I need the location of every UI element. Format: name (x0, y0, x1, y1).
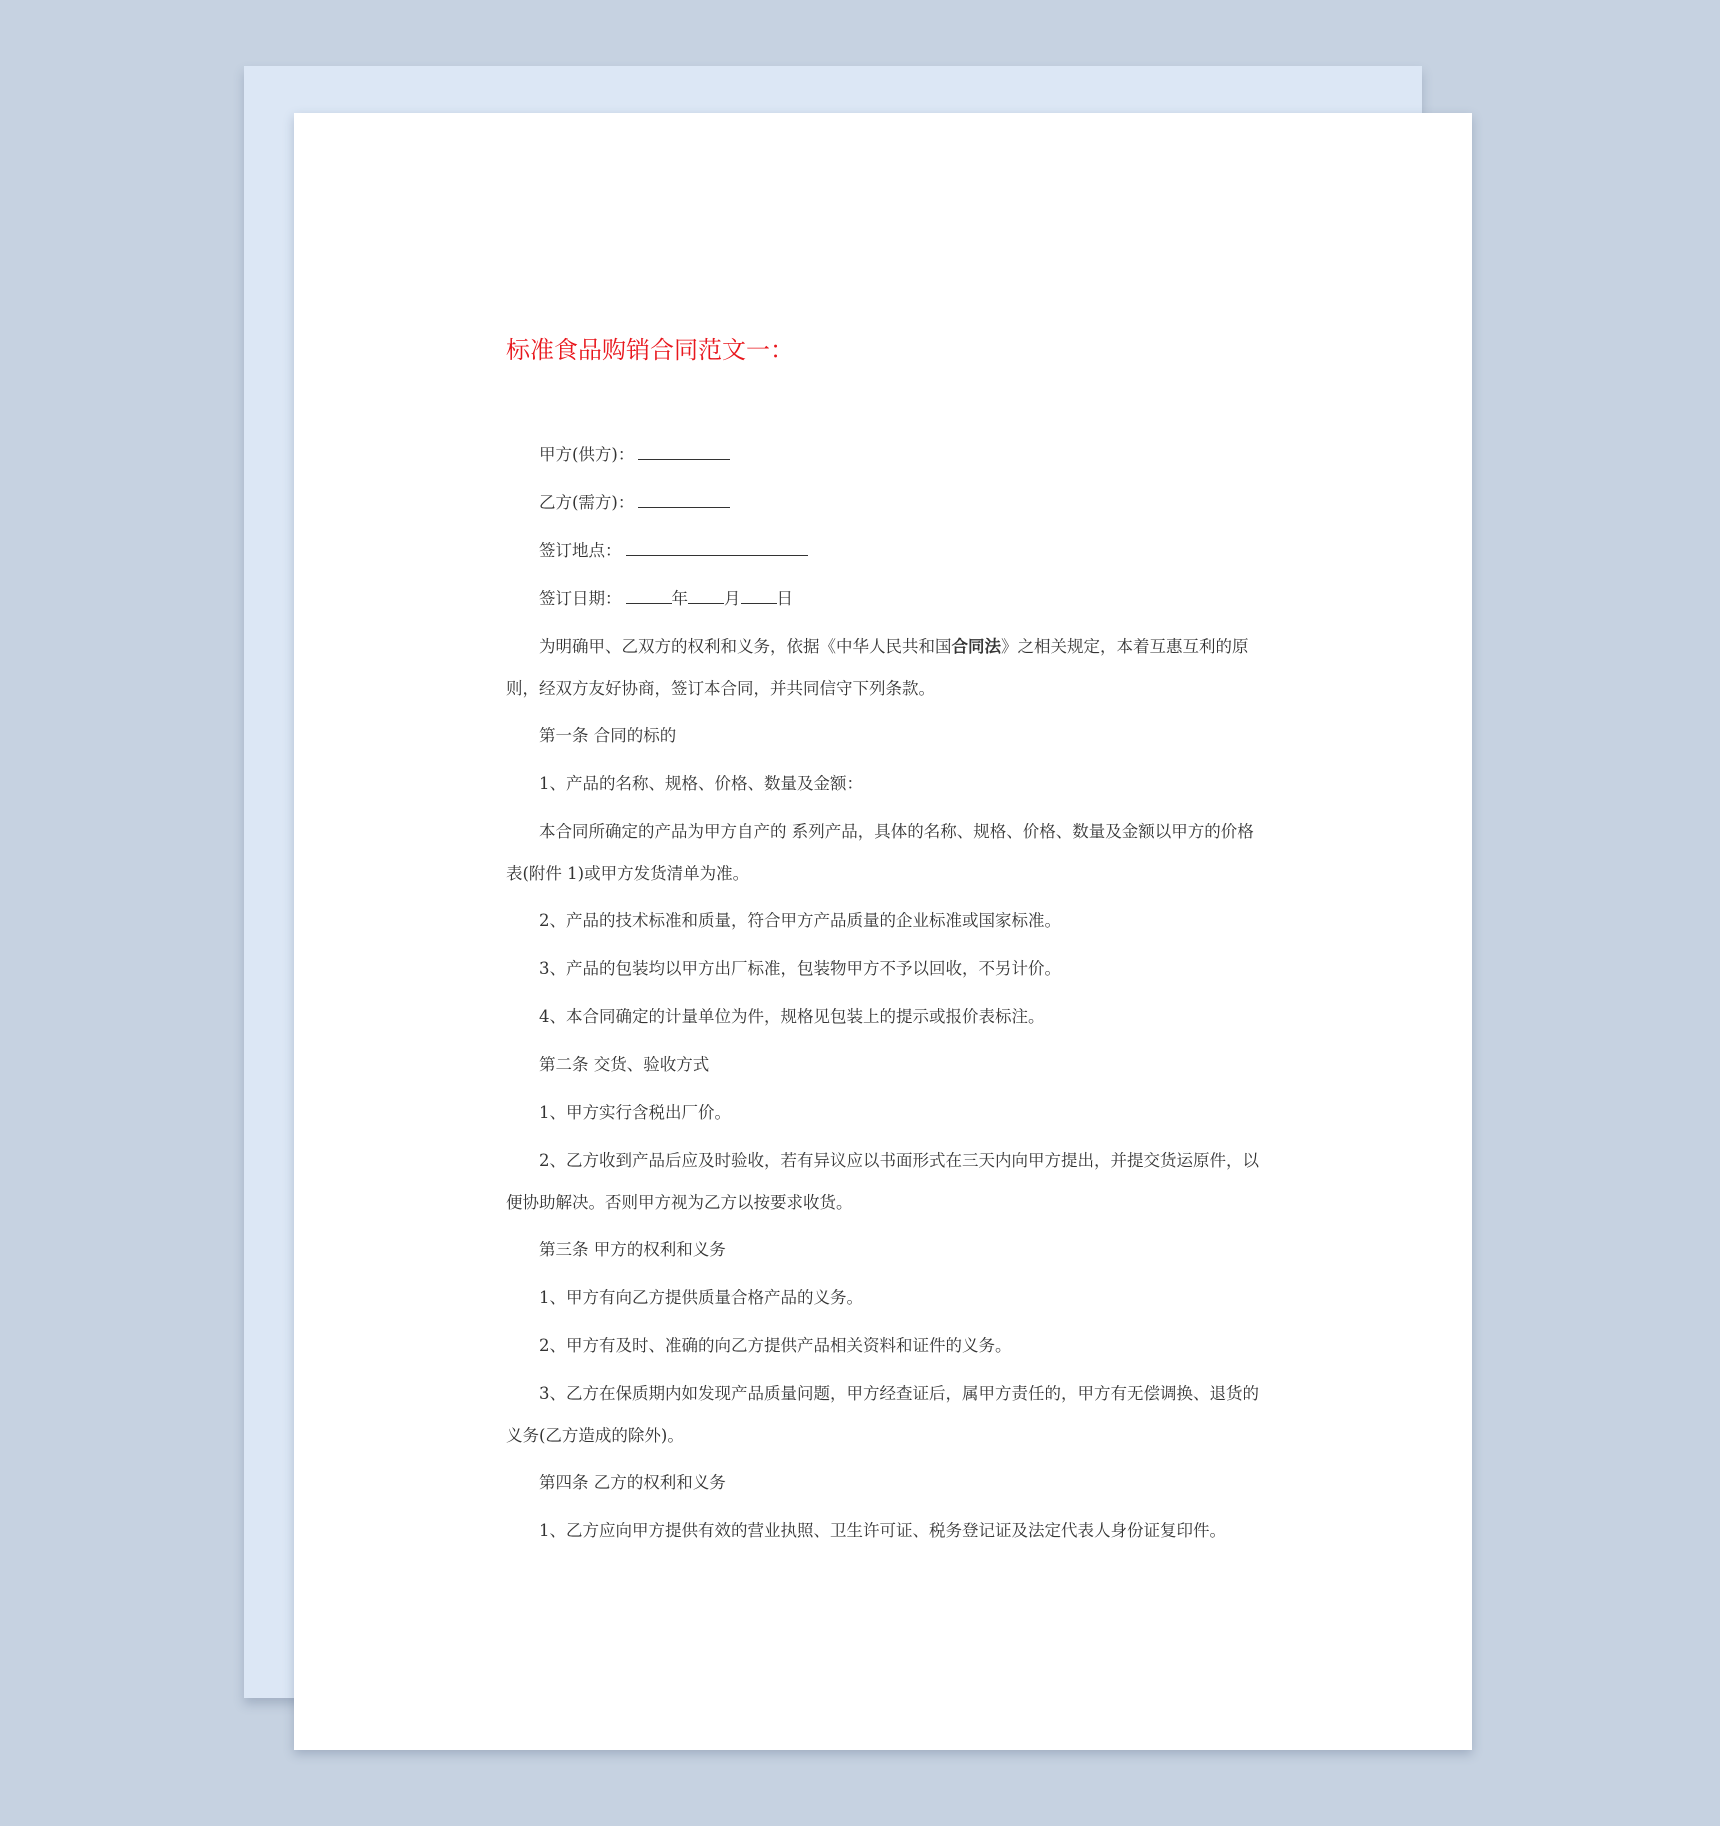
article-4-heading: 第四条 乙方的权利和义务 (539, 1473, 726, 1492)
party-b-field (539, 490, 1264, 538)
article-1-item-2: 2、产品的技术标准和质量，符合甲方产品质量的企业标准或国家标准。 (539, 911, 1061, 930)
article-3-item-1: 1、甲方有向乙方提供质量合格产品的义务。 (539, 1288, 863, 1307)
party-a-label: 甲方(供方)： (539, 445, 635, 464)
article-1-item-1: 1、产品的名称、规格、价格、数量及金额： (539, 774, 863, 793)
signing-place-blank (626, 539, 808, 556)
article-1-heading: 第一条 合同的标的 (539, 726, 677, 745)
year-blank (626, 587, 672, 604)
article-1-paragraph: 本合同所确定的产品为甲方自产的 系列产品，具体的名称、规格、价格、数量及金额以甲方的价格表(附件 1)或甲方发货清单为准。 (506, 822, 1254, 883)
intro-paragraph (506, 626, 1264, 710)
signing-date-label: 签订日期： (539, 589, 622, 608)
intro-text-1: 为明确甲、乙双方的权利和义务，依据《中华人民共和国 (539, 637, 952, 656)
intro-text-bold: 合同法 (951, 637, 1001, 656)
article-3-heading: 第三条 甲方的权利和义务 (539, 1240, 726, 1259)
article-2-heading: 第二条 交货、验收方式 (539, 1055, 710, 1074)
article-3-item-2: 2、甲方有及时、准确的向乙方提供产品相关资料和证件的义务。 (539, 1336, 1012, 1355)
signing-place-label: 签订地点： (539, 541, 622, 560)
article-1-item-4: 4、本合同确定的计量单位为件，规格见包装上的提示或报价表标注。 (539, 1007, 1045, 1026)
article-4-item-1: 1、乙方应向甲方提供有效的营业执照、卫生许可证、税务登记证及法定代表人身份证复印件。 (539, 1521, 1226, 1540)
article-2-item-1: 1、甲方实行含税出厂价。 (539, 1103, 731, 1122)
article-2-item-2: 2、乙方收到产品后应及时验收，若有异议应以书面形式在三天内向甲方提出，并提交货运原件，以便协助解决。否则甲方视为乙方以按要求收货。 (506, 1151, 1259, 1212)
article-3-item-3: 3、乙方在保质期内如发现产品质量问题，甲方经查证后，属甲方责任的，甲方有无偿调换、退货的义务(乙方造成的除外)。 (506, 1384, 1259, 1445)
month-blank (688, 587, 724, 604)
month-label: 月 (724, 589, 741, 608)
party-b-blank (638, 491, 730, 508)
article-1-item-3: 3、产品的包装均以甲方出厂标准，包装物甲方不予以回收，不另计价。 (539, 959, 1061, 978)
day-blank (741, 587, 777, 604)
intro-text-2: 》之相关规定，本着互惠互利的原则，经双方友好协商，签订本合同，并共同信守下列条款。 (506, 637, 1249, 698)
signing-place-field (539, 538, 1264, 586)
year-label: 年 (671, 589, 688, 608)
signing-date-field (539, 586, 1264, 626)
party-b-label: 乙方(需方)： (539, 493, 635, 512)
party-a-field (539, 442, 1264, 490)
document-content (506, 320, 1264, 1558)
party-a-blank (638, 443, 730, 460)
day-label: 日 (776, 589, 793, 608)
document-title: 标准食品购销合同范文一： (506, 336, 794, 364)
